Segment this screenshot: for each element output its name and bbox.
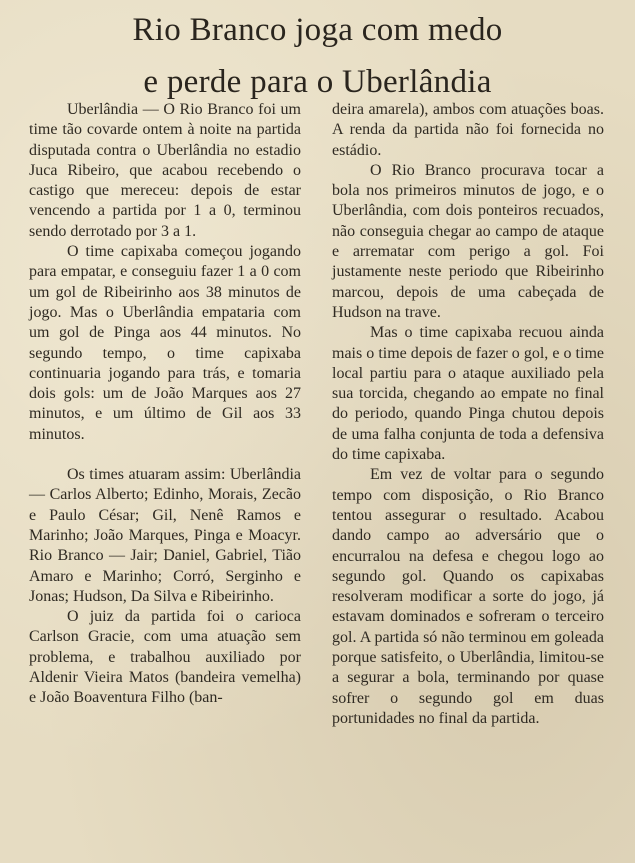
headline-line-2: e perde para o Uberlândia [143,64,492,100]
headline [0,4,635,108]
paragraph: Em vez de voltar para o segundo tempo com disposição, o Rio Branco tentou assegurar o resultado. Acabou dando campo ao adversário que o encurralou na defesa e chegou logo ao segundo gol. Quando os capixabas resolveram modificar a sorte do jogo, já estavam dominados e sofreram o terceiro gol. A partida só não terminou em goleada porque satisfeito, o Uberlândia, limitou-se a segurar a bola, terminando por quase sofrer o segundo gol em duas portunidades no final da partida. [332,466,604,727]
paragraph-referee: O juiz da partida foi o carioca Carlson Gracie, com uma atuação sem problema, e trabalhou auxiliado por Aldenir Vieira Matos (bandeira vemelha) e João Boaventura Filho (ban- [29,608,301,707]
left-column [29,100,301,709]
paragraph-continued: deira amarela), ambos com atuações boas. A renda da partida não foi fornecida no estádio. [332,101,604,159]
paragraph: O Rio Branco procurava tocar a bola nos primeiros minutos de jogo, e o Uberlândia, com dois ponteiros recuados, não conseguia chegar ao campo de ataque e arrematar com perigo a gol. Foi justamente neste periodo que Ribeirinho marcou, depois de uma cabeçada de Hudson na trave. [332,161,604,321]
headline-line-1: Rio Branco joga com medo [132,12,503,48]
paragraph-lineups: Os times atuaram assim: Uberlândia — Carlos Alberto; Edinho, Morais, Zecão e Paulo César; Gil, Nenê Ramos e Marinho; João Marques, Pinga e Moacyr. Rio Branco — Jair; Daniel, Gabriel, Tião Amaro e Marinho; Corró, Serginho e Jonas; Hudson, Da Silva e Ribeirinho. [29,466,301,605]
paragraph: O time capixaba começou jogando para empatar, e conseguiu fazer 1 a 0 com um gol de Ribeirinho aos 38 minutos de jogo. Mas o Uberlândia empataria com um gol de Pinga aos 44 minutos. No segundo tempo, o time capixaba continuaria jogando para trás, e tomaria dois gols: um de João Marques aos 27 minutos, e um último de Gil aos 33 minutos. [29,243,301,443]
paragraph-lead: Uberlândia — O Rio Branco foi um time tão covarde ontem à noite na partida disputada contra o Uberlândia no estadio Juca Ribeiro, que acabou recebendo o castigo que mereceu: depois de estar vencendo a partida por 1 a 0, terminou sendo derrotado por 3 a 1. [29,101,301,240]
paragraph: Mas o time capixaba recuou ainda mais o time depois de fazer o gol, e o time local partiu para o ataque auxiliado pela sua torcida, chegando ao empate no final do periodo, quando Pinga chutou depois de uma falha conjunta de toda a defensiva do time capixaba. [332,324,604,464]
right-column [332,100,604,729]
